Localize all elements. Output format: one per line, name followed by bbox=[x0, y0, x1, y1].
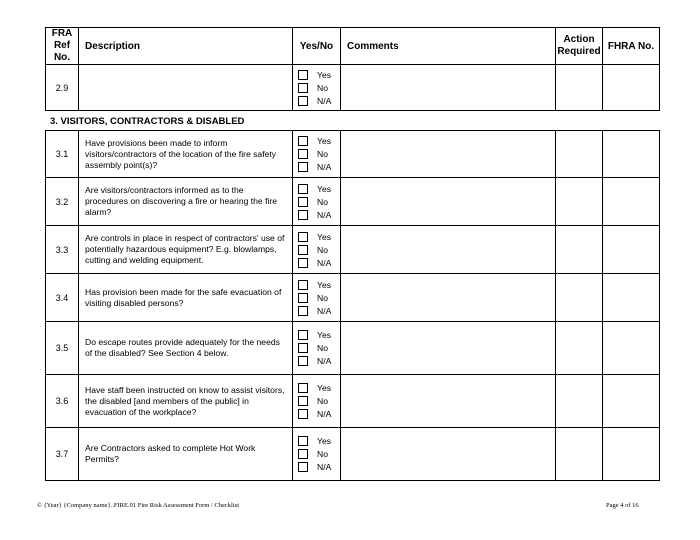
option-label: N/A bbox=[317, 95, 332, 106]
yes-checkbox[interactable] bbox=[298, 383, 308, 393]
option-label: No bbox=[317, 244, 328, 255]
option-label: Yes bbox=[317, 279, 332, 290]
action-required-field[interactable] bbox=[556, 178, 603, 226]
na-checkbox[interactable] bbox=[298, 210, 308, 220]
comments-field[interactable] bbox=[341, 274, 556, 322]
yes-checkbox[interactable] bbox=[298, 280, 308, 290]
option-label: N/A bbox=[317, 409, 332, 419]
fhra-field[interactable] bbox=[603, 274, 660, 322]
na-checkbox[interactable] bbox=[298, 96, 308, 106]
option-label: No bbox=[317, 82, 328, 93]
comments-field[interactable] bbox=[341, 428, 556, 481]
option-label: Yes bbox=[317, 136, 332, 146]
footer-page-number: Page 4 of 16 bbox=[606, 502, 639, 509]
action-required-field[interactable] bbox=[556, 274, 603, 322]
row-ref: 3.4 bbox=[46, 274, 79, 322]
header-comments: Comments bbox=[341, 28, 556, 65]
row-description bbox=[79, 65, 293, 111]
comments-field[interactable] bbox=[341, 178, 556, 226]
option-label: Yes bbox=[317, 383, 332, 393]
action-required-field[interactable] bbox=[556, 65, 603, 111]
row-ref: 3.3 bbox=[46, 226, 79, 274]
action-required-field[interactable] bbox=[556, 375, 603, 428]
fhra-field[interactable] bbox=[603, 428, 660, 481]
na-checkbox[interactable] bbox=[298, 306, 308, 316]
na-checkbox[interactable] bbox=[298, 462, 308, 472]
action-required-field[interactable] bbox=[556, 226, 603, 274]
no-checkbox[interactable] bbox=[298, 197, 308, 207]
row-ref: 3.2 bbox=[46, 178, 79, 226]
option-label: N/A bbox=[317, 356, 332, 366]
no-checkbox[interactable] bbox=[298, 245, 308, 255]
row-description: Are controls in place in respect of contractors' use of potentially hazardous equipment? E.g. blowlamps, cutting and welding equipment. bbox=[79, 226, 293, 274]
comments-field[interactable] bbox=[341, 131, 556, 178]
row-description: Have provisions been made to inform visitors/contractors of the location of the fire safety assembly point(s)? bbox=[79, 131, 293, 178]
fhra-field[interactable] bbox=[603, 226, 660, 274]
table-row bbox=[46, 428, 660, 481]
row-description: Has provision been made for the safe evacuation of visiting disabled persons? bbox=[79, 274, 293, 322]
fhra-field[interactable] bbox=[603, 375, 660, 428]
no-checkbox[interactable] bbox=[298, 293, 308, 303]
yes-no-options bbox=[293, 274, 341, 322]
yes-checkbox[interactable] bbox=[298, 330, 308, 340]
table-row bbox=[46, 322, 660, 375]
top-table bbox=[45, 27, 660, 111]
table-row bbox=[46, 375, 660, 428]
option-label: Yes bbox=[317, 436, 332, 446]
option-label: N/A bbox=[317, 257, 332, 268]
row-description: Are Contractors asked to complete Hot Work Permits? bbox=[79, 428, 293, 481]
table-row bbox=[46, 274, 660, 322]
table-row bbox=[46, 65, 660, 111]
option-label: N/A bbox=[317, 162, 332, 172]
yes-no-options bbox=[293, 226, 341, 274]
yes-checkbox[interactable] bbox=[298, 70, 308, 80]
option-label: No bbox=[317, 396, 328, 406]
no-checkbox[interactable] bbox=[298, 149, 308, 159]
no-checkbox[interactable] bbox=[298, 83, 308, 93]
option-label: Yes bbox=[317, 69, 332, 80]
yes-no-options bbox=[293, 375, 341, 428]
action-required-field[interactable] bbox=[556, 131, 603, 178]
section-title: 3. VISITORS, CONTRACTORS & DISABLED bbox=[50, 116, 245, 127]
action-required-field[interactable] bbox=[556, 322, 603, 375]
comments-field[interactable] bbox=[341, 322, 556, 375]
header-ref: FRA Ref No. bbox=[46, 28, 79, 65]
row-description: Are visitors/contractors informed as to the procedures on discovering a fire or hearing the fire alarm? bbox=[79, 178, 293, 226]
option-label: Yes bbox=[317, 231, 332, 242]
option-label: Yes bbox=[317, 183, 332, 194]
fhra-field[interactable] bbox=[603, 322, 660, 375]
fhra-field[interactable] bbox=[603, 178, 660, 226]
na-checkbox[interactable] bbox=[298, 162, 308, 172]
option-label: No bbox=[317, 149, 328, 159]
yes-no-options bbox=[293, 178, 341, 226]
option-label: No bbox=[317, 292, 328, 303]
no-checkbox[interactable] bbox=[298, 396, 308, 406]
yes-no-options bbox=[293, 65, 341, 111]
option-label: Yes bbox=[317, 330, 332, 340]
row-ref: 3.7 bbox=[46, 428, 79, 481]
header-row bbox=[46, 28, 660, 65]
yes-checkbox[interactable] bbox=[298, 136, 308, 146]
row-ref: 3.5 bbox=[46, 322, 79, 375]
fhra-field[interactable] bbox=[603, 65, 660, 111]
fhra-field[interactable] bbox=[603, 131, 660, 178]
option-label: No bbox=[317, 196, 328, 207]
action-required-field[interactable] bbox=[556, 428, 603, 481]
row-description: Have staff been instructed on know to assist visitors, the disabled [and members of the public] in evacuation of the workplace? bbox=[79, 375, 293, 428]
comments-field[interactable] bbox=[341, 226, 556, 274]
option-label: No bbox=[317, 449, 328, 459]
na-checkbox[interactable] bbox=[298, 356, 308, 366]
na-checkbox[interactable] bbox=[298, 409, 308, 419]
footer-copyright: © {Year} {Company name}..FIRE.01 Fire Risk Assessment Form / Checklist bbox=[37, 502, 240, 509]
table-row bbox=[46, 131, 660, 178]
no-checkbox[interactable] bbox=[298, 449, 308, 459]
row-ref: 2.9 bbox=[46, 65, 79, 111]
option-label: N/A bbox=[317, 209, 332, 220]
table-row bbox=[46, 178, 660, 226]
header-description: Description bbox=[79, 28, 293, 65]
header-fhra: FHRA No. bbox=[603, 28, 660, 65]
comments-field[interactable] bbox=[341, 65, 556, 111]
yes-checkbox[interactable] bbox=[298, 436, 308, 446]
no-checkbox[interactable] bbox=[298, 343, 308, 353]
yes-checkbox[interactable] bbox=[298, 184, 308, 194]
option-label: N/A bbox=[317, 305, 332, 316]
comments-field[interactable] bbox=[341, 375, 556, 428]
section-table bbox=[45, 130, 660, 481]
yes-no-options bbox=[293, 428, 341, 481]
row-ref: 3.6 bbox=[46, 375, 79, 428]
yes-no-options bbox=[293, 322, 341, 375]
row-description: Do escape routes provide adequately for the needs of the disabled? See Section 4 below. bbox=[79, 322, 293, 375]
row-ref: 3.1 bbox=[46, 131, 79, 178]
na-checkbox[interactable] bbox=[298, 258, 308, 268]
header-action-required: Action Required bbox=[556, 28, 603, 65]
option-label: N/A bbox=[317, 462, 332, 472]
header-yesno: Yes/No bbox=[293, 28, 341, 65]
table-row bbox=[46, 226, 660, 274]
option-label: No bbox=[317, 343, 328, 353]
yes-no-options bbox=[293, 131, 341, 178]
yes-checkbox[interactable] bbox=[298, 232, 308, 242]
